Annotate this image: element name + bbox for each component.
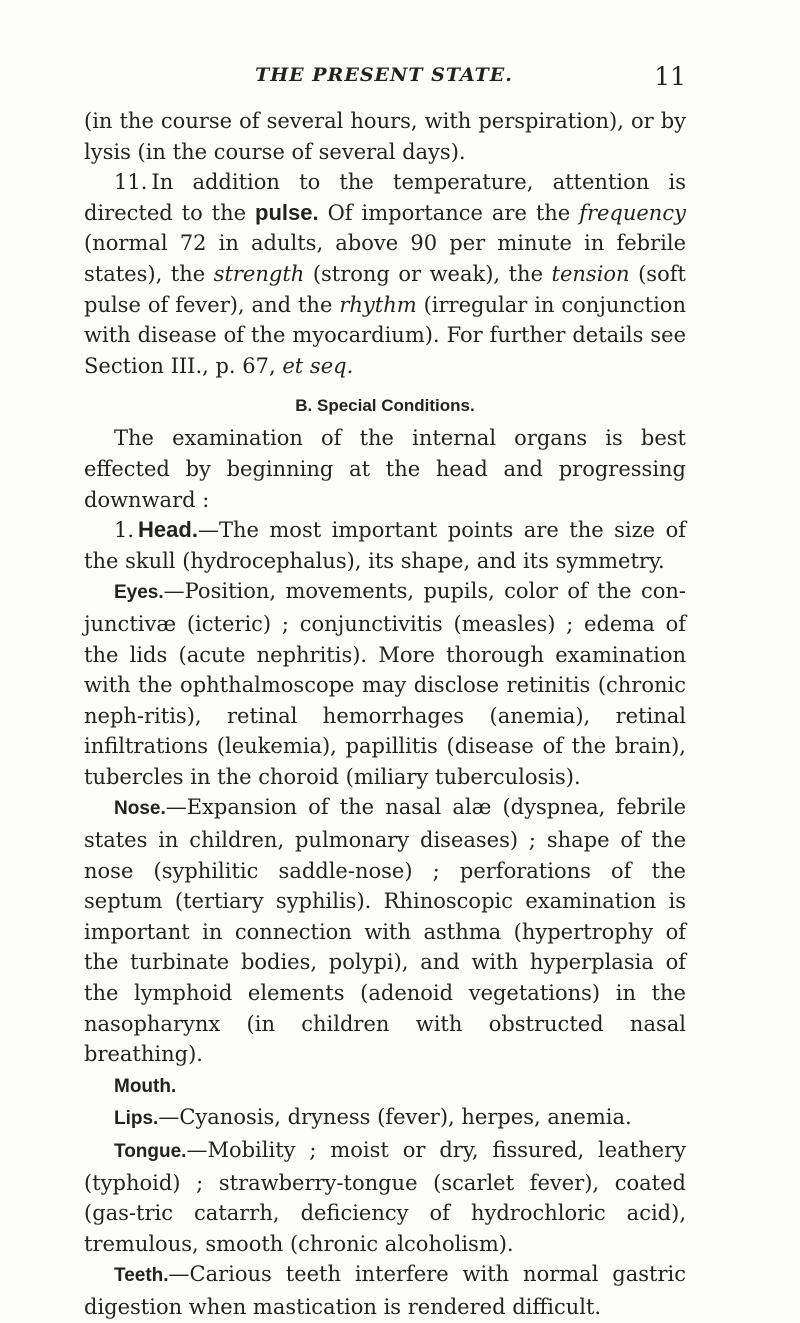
keyword-eyes: Eyes.: [114, 582, 164, 604]
running-title: THE PRESENT STATE.: [255, 64, 513, 86]
term-rhythm: rhythm: [339, 292, 417, 317]
paragraph-nose: Nose.—Expansion of the nasal alæ (dyspnea, febrile states in children, pulmonary diseases) ; shape of the nose (syphilitic saddle-nose) ; perforations of the septum (tertiary syphilis). Rhinoscopic examination is important in connection with asthma (hypertrophy of the turbinate bodies, polypi), and with hyperplasia of the lymphoid elements (adenoid vegetations) in the nasopharynx (in children with obstructed nasal breathing).: [84, 795, 686, 1067]
term-frequency: frequency: [579, 200, 686, 225]
keyword-head: Head.: [138, 517, 198, 543]
page-number: 11: [654, 62, 686, 91]
keyword-lips: Lips.: [114, 1108, 159, 1130]
paragraph-lysis: (in the course of several hours, with perspiration), or by lysis (in the course of several days).: [84, 109, 686, 164]
paragraph-eyes: Eyes.—Position, movements, pupils, color of the con-junctivæ (icteric) ; conjunctivitis (measles) ; edema of the lids (acute nephritis). More thorough examination with the ophthalmoscope may disclose retinitis (chronic neph-ritis), retinal hemorrhages (anemia), retinal infiltrations (leukemia), papillitis (disease of the brain), tubercles in the choroid (miliary tuberculosis).: [84, 579, 686, 789]
paragraph-head: 1. Head.—The most important points are the size of the skull (hydrocephalus), its shape, and its symmetry.: [84, 517, 686, 573]
section-heading: B. Special Conditions.: [295, 396, 475, 416]
paragraph-mouth: [84, 1070, 686, 1103]
paragraph-examination: The examination of the internal organs is best effected by beginning at the head and progressing downward :: [84, 426, 686, 512]
running-head: [84, 62, 684, 92]
page-body: [84, 106, 686, 1323]
keyword-pulse: pulse.: [255, 199, 319, 225]
item-number: 1.: [114, 518, 135, 543]
paragraph-lips: Lips.—Cyanosis, dryness (fever), herpes, anemia.: [114, 1105, 632, 1130]
paragraph-teeth: Teeth.—Carious teeth interfere with normal gastric digestion when mastication is rendered difficult.: [84, 1262, 686, 1319]
keyword-tongue: Tongue.: [114, 1141, 187, 1162]
keyword-nose: Nose.: [114, 798, 166, 820]
keyword-mouth: Mouth.: [114, 1075, 177, 1097]
term-tension: tension: [551, 261, 630, 286]
item-number: 11.: [114, 170, 148, 195]
term-et-seq: et seq.: [282, 353, 354, 378]
keyword-teeth: Teeth.: [114, 1265, 169, 1287]
paragraph-tongue: Tongue.—Mobility ; moist or dry, fissured, leathery (typhoid) ; strawberry-tongue (scarlet fever), coated (gas-tric catarrh, deficiency of hydrochloric acid), tremulous, smooth (chronic alcoholism).: [84, 1138, 686, 1256]
term-strength: strength: [213, 261, 305, 286]
paragraph-pulse: 11. In addition to the temperature, attention is directed to the pulse. Of importance are the frequency (normal 72 in adults, above 90 per minute in febrile states), the strength (strong or weak), the tension (soft pulse of fever), and the rhythm (irregular in conjunction with disease of the myocardium). For further details see Section III., p. 67, et seq.: [84, 170, 686, 378]
